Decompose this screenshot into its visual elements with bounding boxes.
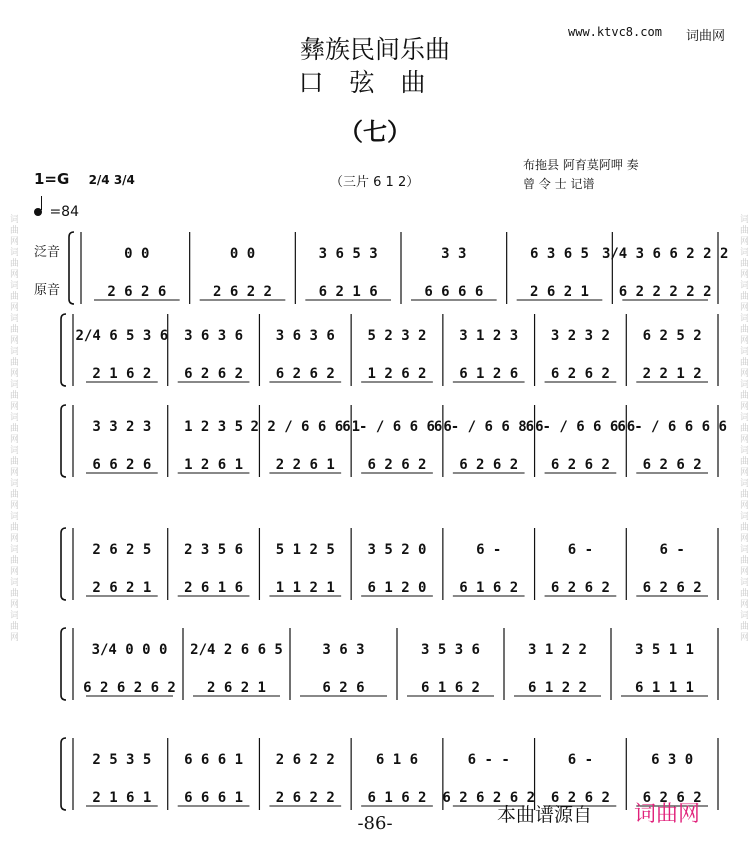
system-bracket	[61, 628, 66, 700]
lower-voice-notes: 6 2 6 2	[367, 457, 427, 473]
left-watermark: 词曲网词曲网词曲网词曲网词曲网词曲网词曲网词曲网词曲网词曲网词曲网词曲网词曲网	[8, 213, 18, 643]
title-line-1: 彝族民间乐曲	[299, 35, 450, 64]
upper-voice-notes: 6 2 5 2	[642, 328, 702, 344]
lower-voice-notes: 2 6 2 1	[529, 284, 590, 300]
upper-voice-label: 泛音	[34, 245, 61, 260]
system-bracket	[61, 738, 66, 810]
piece-number: （七）	[339, 118, 411, 146]
system-bracket	[61, 528, 66, 600]
upper-voice-notes: 3 2 3 2	[550, 328, 610, 344]
lower-voice-notes: 6 2 6 2	[550, 580, 610, 596]
lower-voice-notes: 6 2 6 2	[275, 366, 335, 382]
upper-voice-notes: 3 3	[441, 246, 467, 262]
upper-voice-notes: 6 1 6	[375, 752, 419, 768]
lower-voice-notes: 6 1 6 2	[420, 680, 481, 696]
site-name[interactable]: 词曲网	[686, 29, 726, 44]
lower-voice-notes: 6 2 6	[322, 680, 365, 696]
credit-line-2: 曾 令 士 记谱	[523, 177, 595, 191]
upper-voice-notes: 3 6 3 6	[275, 328, 335, 344]
upper-voice-notes: 1 2 3 5	[184, 419, 244, 435]
tuning-note: （三片 6 1 2）	[330, 175, 420, 190]
upper-voice-notes: 3 5 3 6	[420, 642, 481, 658]
lower-voice-notes: 6 1 2 0	[367, 580, 427, 596]
upper-voice-notes: 6 - / 6 6 6 6	[617, 419, 727, 435]
upper-voice-notes: 6 3 0	[651, 752, 694, 768]
lower-voice-notes: 1 2 6 2	[367, 366, 427, 382]
upper-voice-notes: 2 2 / 6 6 6 1	[250, 419, 361, 435]
lower-voice-notes: 6 2 6 2	[459, 457, 519, 473]
lower-voice-label: 原音	[34, 283, 61, 298]
lower-voice-notes: 6 2 6 2 6 2	[442, 790, 536, 806]
credit-line-1: 布拖县 阿育莫阿呷 奏	[523, 158, 639, 172]
upper-voice-notes: 3/4 3 6 6 2 2 2	[601, 246, 729, 262]
lower-voice-notes: 2 2 6 1	[275, 457, 335, 473]
lower-voice-notes: 6 6 6 1	[184, 790, 244, 806]
source-text: 本曲谱源自	[497, 804, 593, 826]
upper-voice-notes: 3 6 5 3	[318, 246, 378, 262]
lower-voice-notes: 2 1 6 1	[92, 790, 152, 806]
upper-voice-notes: 6 6 6 1	[184, 752, 244, 768]
lower-voice-notes: 6 1 2 6	[459, 366, 519, 382]
lower-voice-notes: 2 6 2 1	[206, 680, 267, 696]
lower-voice-notes: 6 2 6 2	[550, 457, 610, 473]
title-line-2: 口弦曲	[298, 68, 452, 97]
lower-voice-notes: 2 2 1 2	[642, 366, 702, 382]
system-bracket	[61, 314, 66, 386]
lower-voice-notes: 6 2 6 2	[550, 790, 610, 806]
upper-voice-notes: 2 6 2 5	[92, 542, 152, 558]
lower-voice-notes: 1 2 6 1	[184, 457, 244, 473]
upper-voice-notes: 5 1 2 5	[275, 542, 335, 558]
lower-voice-notes: 6 6 2 6	[92, 457, 152, 473]
upper-voice-notes: 3 5 2 0	[367, 542, 427, 558]
upper-voice-notes: 2 6 2 2	[275, 752, 335, 768]
upper-voice-notes: 3 1 2 3	[459, 328, 519, 344]
lower-voice-notes: 6 2 1 6	[318, 284, 378, 300]
lower-voice-notes: 6 1 2 2	[527, 680, 588, 696]
upper-voice-notes: 6 -	[476, 542, 502, 558]
lower-voice-notes: 6 1 6 2	[459, 580, 519, 596]
lower-voice-notes: 6 6 6 6	[424, 284, 484, 300]
upper-voice-notes: 3 5 1 1	[634, 642, 695, 658]
upper-voice-notes: 3 6 3 6	[184, 328, 244, 344]
upper-voice-notes: 6 - -	[467, 752, 510, 768]
upper-voice-notes: 2/4 6 5 3 6	[75, 328, 169, 344]
source-brand[interactable]: 词曲网	[634, 802, 701, 827]
lower-voice-notes: 6 2 2 2 2 2	[618, 284, 712, 300]
lower-voice-notes: 6 2 6 2 6 2	[83, 680, 176, 696]
lower-voice-notes: 2 6 2 6	[107, 284, 167, 300]
page-number: -86-	[357, 813, 393, 834]
upper-voice-notes: 2 5 3 5	[92, 752, 152, 768]
upper-voice-notes: 6 -	[567, 752, 594, 768]
upper-voice-notes: 6 - / 6 6 6 6	[342, 419, 452, 435]
upper-voice-notes: 6 -	[567, 542, 594, 558]
lower-voice-notes: 6 2 6 2	[642, 790, 702, 806]
lower-voice-notes: 6 2 6 2	[642, 580, 702, 596]
upper-voice-notes: 6 - / 6 6 6 6	[525, 419, 636, 435]
tempo-text: =84	[49, 204, 79, 220]
lower-voice-notes: 2 6 2 2	[275, 790, 335, 806]
key-text: 1=G	[34, 170, 70, 188]
upper-voice-notes: 0 0	[229, 246, 256, 262]
lower-voice-notes: 2 1 6 2	[92, 366, 152, 382]
upper-voice-notes: 2/4 2 6 6 5	[190, 642, 283, 658]
lower-voice-notes: 1 1 2 1	[275, 580, 335, 596]
upper-voice-notes: 2 3 5 6	[184, 542, 244, 558]
upper-voice-notes: 3 6 3	[322, 642, 365, 658]
lower-voice-notes: 2 6 2 2	[212, 284, 273, 300]
lower-voice-notes: 2 6 2 1	[92, 580, 152, 596]
upper-voice-notes: 6 -	[659, 542, 685, 558]
upper-voice-notes: 5 2 3 2	[367, 328, 427, 344]
upper-voice-notes: 6 3 6 5	[529, 246, 590, 262]
lower-voice-notes: 6 2 6 2	[550, 366, 610, 382]
upper-voice-notes: 3/4 0 0 0	[91, 642, 168, 658]
upper-voice-notes: 0 0	[124, 246, 150, 262]
lower-voice-notes: 6 2 6 2	[184, 366, 244, 382]
right-watermark: 词曲网词曲网词曲网词曲网词曲网词曲网词曲网词曲网词曲网词曲网词曲网词曲网词曲网	[738, 213, 748, 643]
lower-voice-notes: 6 1 1 1	[634, 680, 695, 696]
site-url[interactable]: www.ktvc8.com	[568, 25, 662, 39]
upper-voice-notes: 3 3 2 3	[92, 419, 152, 435]
upper-voice-notes: 3 1 2 2	[527, 642, 588, 658]
system-bracket	[61, 405, 66, 477]
time-signature: 2/4 3/4	[88, 173, 135, 187]
lower-voice-notes: 2 6 1 6	[184, 580, 244, 596]
upper-voice-notes: 6 - / 6 6 8 6	[433, 419, 544, 435]
lower-voice-notes: 6 2 6 2	[642, 457, 702, 473]
lower-voice-notes: 6 1 6 2	[367, 790, 427, 806]
system-bracket	[69, 232, 74, 304]
